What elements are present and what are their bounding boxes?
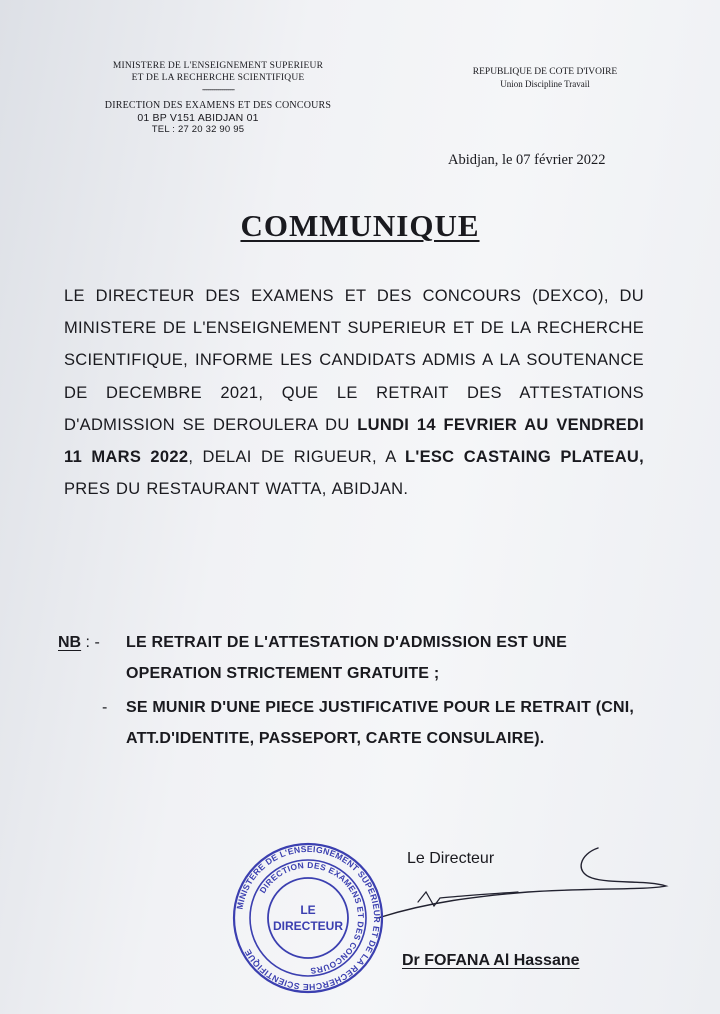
stamp-outer-text: MINISTERE DE L'ENSEIGNEMENT SUPERIEUR ET DE LA RECHERCHE SCIENTIFIQUE — [234, 843, 383, 993]
handwritten-signature — [348, 840, 678, 940]
stamp-center-line-1: LE — [300, 903, 316, 917]
document-title-wrap — [0, 208, 720, 244]
ministry-line-1: MINISTERE DE L'ENSEIGNEMENT SUPERIEUR — [112, 61, 324, 71]
ministry-line-2: ET DE LA RECHERCHE SCIENTIFIQUE — [131, 73, 305, 83]
header-separator: ---------------- — [202, 84, 234, 94]
nb-item-1 — [58, 628, 648, 689]
document-date: Abidjan, le 07 février 2022 — [448, 152, 606, 168]
body-part-2: , DELAI DE RIGUEUR, A — [188, 448, 405, 467]
body-place: L'ESC CASTAING PLATEAU, — [404, 448, 645, 467]
direction-name: DIRECTION DES EXAMENS ET DES CONCOURS — [104, 100, 332, 111]
nb-label-suffix: : - — [81, 634, 100, 651]
phone-number: TEL : 27 20 32 90 95 — [151, 124, 245, 135]
nb-item-1-text: LE RETRAIT DE L'ATTESTATION D'ADMISSION EST UNE OPERATION STRICTEMENT GRATUITE ; — [126, 634, 568, 682]
nb-dash: - — [102, 699, 108, 716]
republic-name: REPUBLIQUE DE COTE D'IVOIRE — [472, 67, 618, 77]
body-dates: LUNDI 14 FEVRIER AU VENDREDI 11 MARS 2022 — [64, 415, 644, 467]
national-motto: Union Discipline Travail — [500, 79, 590, 89]
communique-body — [64, 280, 644, 505]
republic-header — [440, 66, 650, 90]
official-stamp — [228, 838, 388, 998]
document-title: COMMUNIQUE — [240, 208, 480, 243]
nota-bene — [58, 628, 648, 754]
nb-label — [58, 628, 100, 659]
stamp-inner-text: DIRECTION DES EXAMENS ET DES CONCOURS — [257, 859, 367, 977]
stamp-center-line-2: DIRECTEUR — [272, 919, 344, 933]
nb-item-2 — [58, 693, 648, 754]
nb-item-2-text: SE MUNIR D'UNE PIECE JUSTIFICATIVE POUR LE RETRAIT (CNI, ATT.D'IDENTITE, PASSEPORT, CARTE CONSULAIRE). — [126, 699, 635, 747]
postal-address: 01 BP V151 ABIDJAN 01 — [137, 112, 259, 124]
body-part-1: LE DIRECTEUR DES EXAMENS ET DES CONCOURS (DEXCO), DU MINISTERE DE L'ENSEIGNEMENT SUPERIEUR ET DE LA RECHERCHE SCIENTIFIQUE, INFORME LES CANDIDATS ADMIS A LA SOUTENANCE DE DECEMBRE 2021, QUE LE RETRAIT DES ATTESTATIONS D'ADMISSION SE DEROULERA DU — [64, 287, 644, 434]
signatory-name: Dr FOFANA Al Hassane — [402, 952, 580, 969]
nb-label-text: NB — [58, 634, 82, 651]
ministry-header — [78, 60, 358, 135]
body-part-3: PRES DU RESTAURANT WATTA, ABIDJAN. — [64, 480, 409, 499]
signatory-title: Le Directeur — [407, 850, 495, 867]
